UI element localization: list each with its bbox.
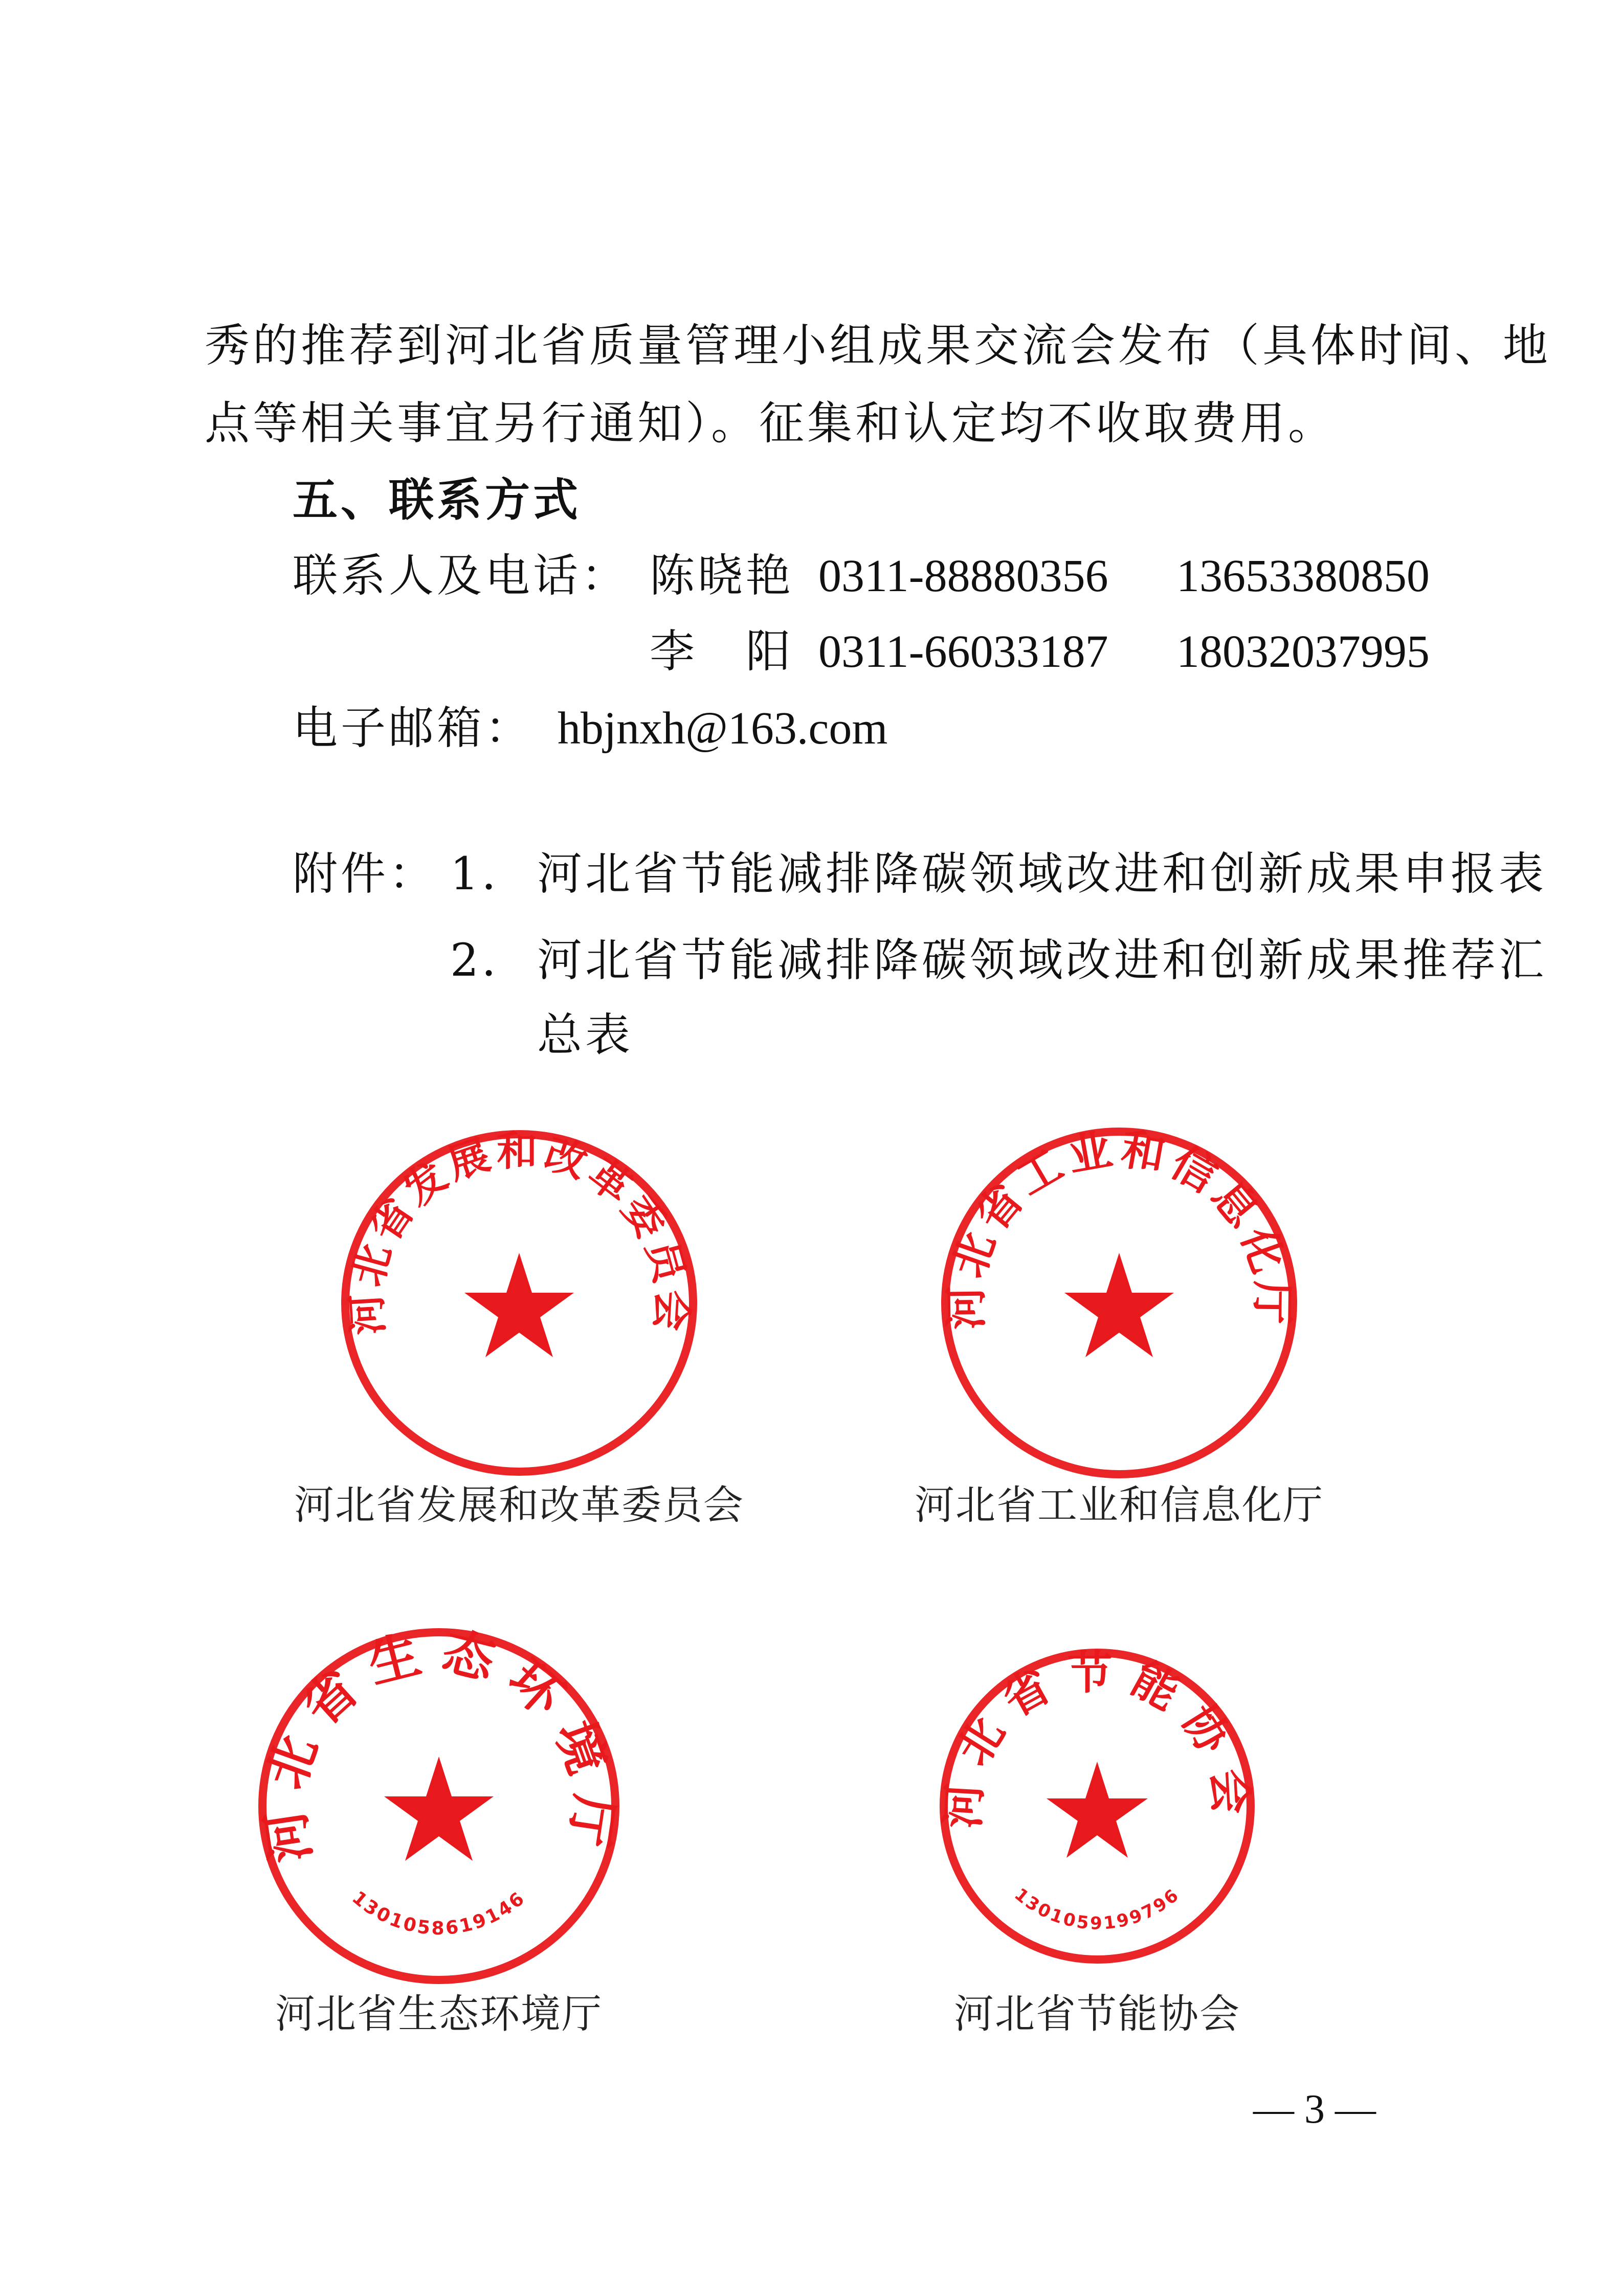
attachment-index: 2． — [450, 934, 530, 986]
contact-name: 李 阳 — [650, 625, 794, 678]
contact-phone: 0311-66033187 — [818, 626, 1108, 677]
section-heading: 五、联系方式 — [293, 474, 582, 526]
contact-label: 联系人及电话： — [293, 549, 630, 602]
star-icon — [384, 1253, 1174, 1861]
attachment-item: 河北省节能减排降碳领域改进和创新成果申报表 — [537, 847, 1547, 900]
attachment-item-continued: 总表 — [537, 1008, 634, 1061]
contact-name: 陈晓艳 — [650, 549, 794, 602]
attachments-label: 附件： — [293, 847, 437, 900]
paragraph-line: 点等相关事宜另行通知）。征集和认定均不收取费用。 — [205, 397, 1337, 449]
email-label: 电子邮箱： — [293, 702, 533, 754]
email-address: hbjnxh@163.com — [558, 703, 888, 754]
svg-text:河北省工业和信息化厅: 河北省工业和信息化厅 — [941, 1123, 1298, 1330]
signature-label: 河北省生态环境厅 — [275, 1991, 603, 2037]
svg-text:河北省生态环境厅: 河北省生态环境厅 — [253, 1620, 625, 1866]
signature-label: 河北省工业和信息化厅 — [914, 1482, 1324, 1528]
attachment-index: 1． — [450, 847, 530, 900]
svg-text:河北省发展和改革委员会: 河北省发展和改革委员会 — [342, 1127, 697, 1337]
svg-text:1301059199796: 1301059199796 — [1010, 1884, 1184, 1934]
paragraph-line: 秀的推荐到河北省质量管理小组成果交流会发布（具体时间、地 — [205, 319, 1551, 372]
page-number: — 3 — — [1253, 2087, 1376, 2132]
svg-text:河北省节能协会: 河北省节能协会 — [936, 1646, 1258, 1830]
svg-text:1301058619146: 1301058619146 — [348, 1887, 530, 1939]
attachment-item: 河北省节能减排降碳领域改进和创新成果推荐汇 — [537, 934, 1547, 986]
signature-label: 河北省发展和改革委员会 — [294, 1482, 745, 1528]
contact-mobile: 13653380850 — [1176, 551, 1430, 601]
signature-label: 河北省节能协会 — [953, 1991, 1241, 2037]
contact-mobile: 18032037995 — [1176, 626, 1430, 677]
contact-phone: 0311-88880356 — [818, 551, 1108, 601]
